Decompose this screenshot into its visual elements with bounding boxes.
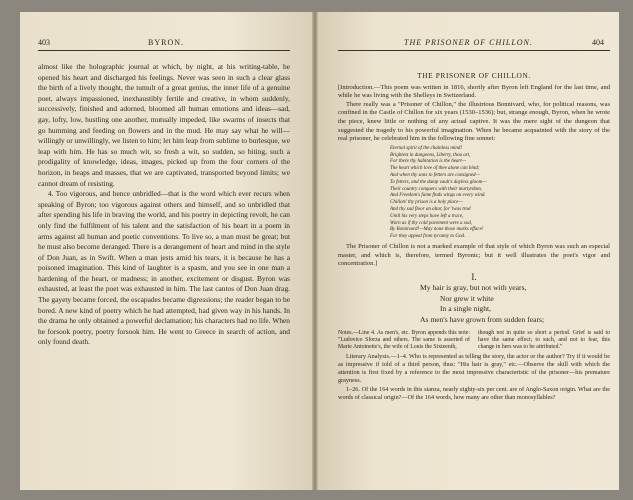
sonnet-line: Until his very steps have left a trace,: [390, 213, 464, 219]
sonnet-line: To fetters, and the damp vault's dayless gloom—: [390, 179, 487, 185]
sonnet-line: Worn as if thy cold pavement were a sod,: [390, 220, 472, 226]
stanza-line: Nor grew it white: [440, 293, 494, 303]
intro-paragraph: There really was a "Prisoner of Chillon," the illustrious Bonnivard, who, for political reasons, was confined in the Castle of Chillon for six years (1530–1536); but, strange enough, Byron, when he wrote the piece, knew little or nothing of any actual captive. It was the mere sight of the dungeon that suggested the tragedy to his powerful imagination. When he became acquainted with the story of the real prisoner, he celebrated him in the following fine sonnet:: [338, 100, 610, 143]
sonnet-excerpt: [390, 146, 540, 241]
left-paragraph: 4. Too vigorous, and hence unbridled—that is the word which ever recurs when speaking of Byron; too vigorous against others and himself, and so unbridled that after spending his life in braving the world, and his poetry in depicting revolt, he can only find the fulfilment of his talent and the satisfaction of his heart in a poem in arms against all human and poetic conventions. To live so, a man must be great; but he must also become deranged. There is a derangement of heart and mind in the style of Don Juan, as in Swift. When a man jests amid his tears, it is because he has a poisoned imagination. This kind of laughter is a spasm, and you see in one man a hardening of the heart, or madness; in another, excitement or disgust. Byron was exhausted, at least the poet was exhausted in him. The last cantos of Don Juan drag. The gayety became forced, the escapades became digressions; the reader began to be bored. A new kind of poetry which he had attempted, had given way in his hands. In the drama he only obtained a powerful declamation; his characters had no life. When he forsook poetry, poetry forsook him. He went to Greece in search of action, and only found death.: [38, 189, 290, 347]
sonnet-line: For they appeal from tyranny to God.: [390, 234, 466, 240]
sonnet-line: Chillon! thy prison is a holy place—: [390, 200, 463, 206]
right-running-head: THE PRISONER OF CHILLON.: [404, 38, 533, 47]
right-page-number: 404: [592, 38, 604, 47]
sonnet-line: For there thy habitation is the heart—: [390, 159, 467, 165]
notes-column-right: though not in quite so short a period. Grief is said to have the same effect; to such, and not to fear, this change in hers was to be attributed.": [478, 329, 610, 351]
book-gutter: [312, 12, 318, 490]
right-header-rule: [338, 50, 610, 51]
sonnet-line: Their country conquers with their martyrdom,: [390, 186, 483, 192]
sonnet-line: And when thy sons to fetters are consigned—: [390, 172, 480, 178]
notes-column-left: Notes.—Line 4. As men's, etc. Byron appends this note: "Ludovico Sforza and others. The same is asserted of Marie Antoinette's, the wife of Louis the Sixteenth,: [338, 329, 470, 351]
poem-title: THE PRISONER OF CHILLON.: [417, 71, 531, 80]
left-body-text: [38, 62, 290, 348]
poem-stanza: [420, 283, 610, 325]
analysis-paragraph: Literary Analysis.—1–4. Who is represented as telling the story, the actor or the author? Try if it would be as impressive if told of a third person, thus: "His hair is gray," etc.—Observe the skill with which the attention is first fixed by a reference to the most impressive characteristic of the prisoner—his premature grayness.: [338, 352, 610, 384]
literary-analysis: [338, 353, 610, 402]
stanza-line: In a single night,: [440, 304, 492, 314]
sonnet-line: Brightest in dungeons, Liberty, thou art,: [390, 152, 471, 158]
after-sonnet-paragraph: The Prisoner of Chillon is not a marked example of that style of which Byron was such an especial master, and which is, therefore, termed Byronic; but it well illustrates the poet's vigor and concentration.]: [338, 242, 610, 268]
stanza-line: My hair is gray, but not with years,: [420, 283, 527, 293]
left-paragraph: almost like the holographic journal at which, by night, at his writing-table, he opened his heart and discharged his feelings. Never was seen in such a clear glass the birth of a lively thought, the tumult of a great genius, the inner life of a genuine poet, always impassioned, inexhaustibly fertile and creative, in whom suddenly, successively, finished and adorned, bloomed all human emotions and ideas—sad, gay, lofty, low, hustling one another, mutually impeded, like swarms of insects that go humming and feeding on flowers and in the mud. He may say what he will—willingly or unwillingly, we listen to him; let him leap from sublime to burlesque, we leap with him. He has so much wit, so fresh a wit, so sudden, so biting, such a prodigality of knowledge, ideas, images, picked up from the four corners of the horizon, in heaps and masses, that we are captivated, transported beyond limits; we cannot dream of resisting.: [38, 62, 290, 188]
notes-section: [338, 330, 610, 352]
sonnet-line: Eternal spirit of the chainless mind!: [390, 145, 463, 151]
left-header-rule: [38, 50, 290, 51]
left-page-number: 403: [38, 38, 50, 47]
intro-paragraph: [Introduction.—This poem was written in 1816, shortly after Byron left England for the last time, and while he was living with the Shelleys in Switzerland.: [338, 83, 610, 100]
sonnet-line: And Freedom's fame finds wings on every wind.: [390, 193, 486, 199]
sonnet-line: The heart which love of thee alone can bind;: [390, 166, 480, 172]
right-body-text: [338, 72, 610, 402]
canto-number: I.: [471, 271, 477, 282]
sonnet-line: By Bonnivard!—May none those marks efface!: [390, 227, 484, 233]
analysis-paragraph: 1–26. Of the 164 words in this stanza, nearly eighty-six per cent. are of Anglo-Saxon origin. What are the words of classical origin?—Of the 164 words, how many are other than monosyllables?: [338, 385, 610, 401]
stanza-line: As men's have grown from sudden fears;: [420, 314, 545, 324]
sonnet-line: And thy sad floor an altar, for 'twas trod: [390, 206, 471, 212]
left-running-head: BYRON.: [148, 38, 185, 47]
